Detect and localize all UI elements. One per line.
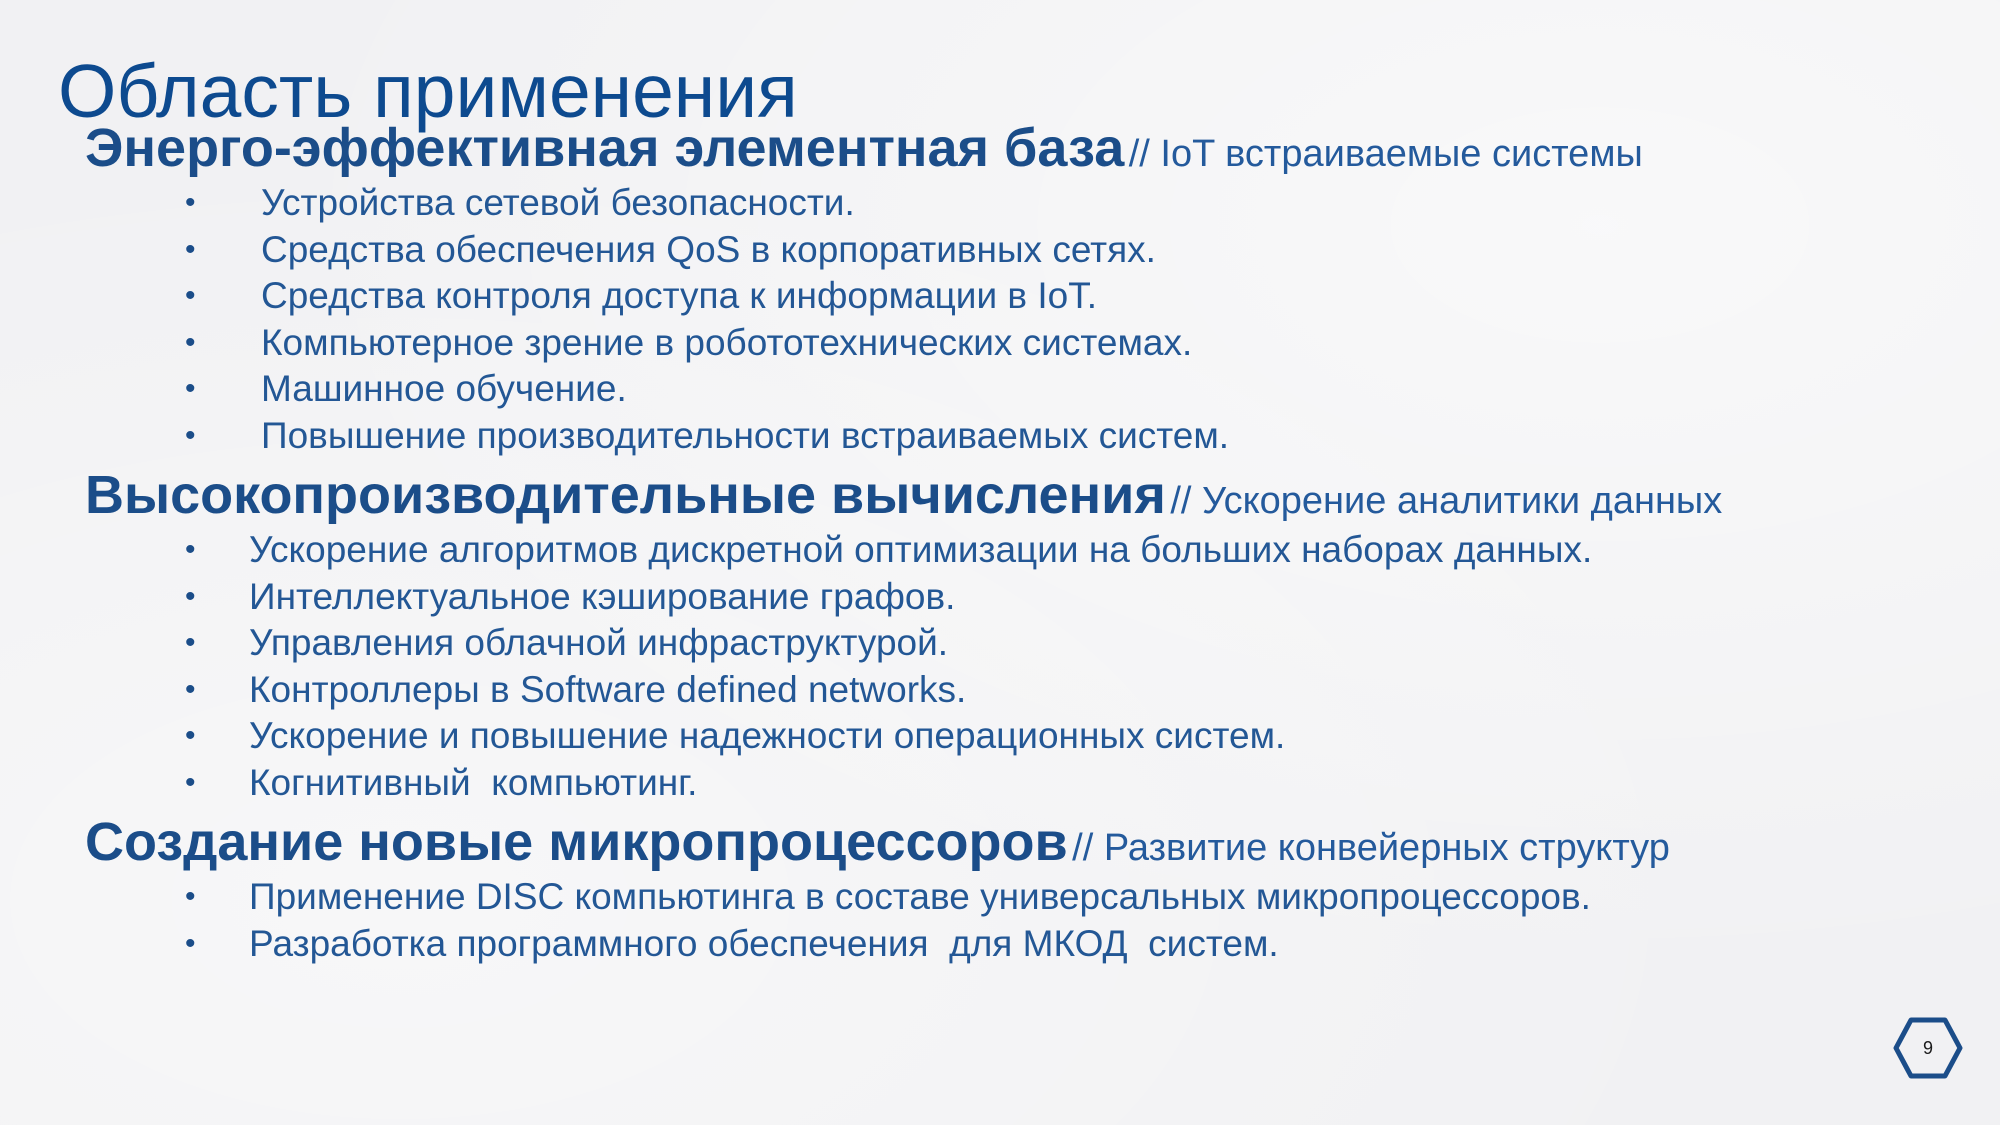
- section-heading-line: [85, 810, 1670, 874]
- section-subheading: // IoT встраиваемые системы: [1128, 133, 1643, 175]
- list-item-text: Компьютерное зрение в робототехнических системах.: [261, 321, 1193, 363]
- bullet-icon: •: [185, 880, 196, 913]
- list-item-text: Машинное обучение.: [261, 368, 627, 409]
- section-subheading: // Развитие конвейерных структур: [1072, 827, 1670, 869]
- list-item: [85, 227, 1643, 274]
- list-item: [85, 874, 1670, 921]
- bullet-icon: •: [185, 372, 196, 405]
- bullet-list: [85, 180, 1643, 459]
- list-item: [85, 273, 1643, 320]
- list-item-text: Контроллеры в Software defined networks.: [249, 668, 967, 710]
- list-item: [85, 760, 1722, 807]
- list-item: [85, 320, 1643, 367]
- list-item-text: Разработка программного обеспечения для МКОД систем.: [249, 922, 1279, 964]
- bullet-icon: •: [185, 418, 196, 452]
- slide-title: Область применения: [58, 49, 798, 133]
- bullet-list: [85, 527, 1722, 806]
- bullet-icon: •: [185, 579, 196, 613]
- bullet-icon: •: [185, 672, 196, 706]
- list-item: [85, 180, 1643, 227]
- list-item: [85, 527, 1722, 574]
- list-item-text: Управления облачной инфраструктурой.: [249, 622, 949, 663]
- bullet-icon: •: [185, 926, 196, 960]
- section-heading: Энерго-эффективная элементная база: [85, 118, 1125, 178]
- list-item-text: Средства контроля доступа к информации в IoT.: [261, 275, 1097, 316]
- bullet-icon: •: [185, 765, 196, 799]
- bullet-icon: •: [185, 186, 196, 219]
- bullet-icon: •: [185, 533, 196, 566]
- list-item: [85, 713, 1722, 760]
- list-item-text: Ускорение и повышение надежности операционных систем.: [249, 715, 1286, 756]
- bullet-icon: •: [185, 325, 196, 359]
- list-item: [85, 413, 1643, 460]
- bullet-icon: •: [185, 232, 196, 266]
- page-number: 9: [1922, 1038, 1933, 1058]
- page-number-badge: [1893, 1016, 1963, 1080]
- list-item-text: Применение DISC компьютинга в составе универсальных микропроцессоров.: [249, 876, 1591, 917]
- bullet-icon: •: [185, 719, 196, 752]
- section-heading: Создание новые микропроцессоров: [85, 812, 1068, 872]
- list-item: [85, 620, 1722, 667]
- list-item-text: Устройства сетевой безопасности.: [261, 182, 855, 223]
- bullet-icon: •: [185, 626, 196, 659]
- list-item: [85, 366, 1643, 413]
- list-item-text: Когнитивный компьютинг.: [249, 761, 698, 803]
- bullet-list: [85, 874, 1670, 967]
- section-new-microprocessors: [85, 810, 1670, 967]
- list-item-text: Интеллектуальное кэширование графов.: [249, 575, 956, 617]
- list-item-text: Средства обеспечения QoS в корпоративных сетях.: [261, 228, 1156, 270]
- list-item: [85, 574, 1722, 621]
- list-item: [85, 921, 1670, 968]
- list-item-text: Ускорение алгоритмов дискретной оптимизации на больших наборах данных.: [249, 529, 1593, 570]
- section-heading-line: [85, 116, 1643, 180]
- section-heading: Высокопроизводительные вычисления: [85, 465, 1166, 525]
- section-subheading: // Ускорение аналитики данных: [1170, 480, 1723, 522]
- section-energy-efficient: [85, 116, 1643, 459]
- bullet-icon: •: [185, 279, 196, 312]
- section-high-performance: [85, 463, 1722, 806]
- list-item-text: Повышение производительности встраиваемых систем.: [261, 414, 1230, 456]
- list-item: [85, 667, 1722, 714]
- section-heading-line: [85, 463, 1722, 527]
